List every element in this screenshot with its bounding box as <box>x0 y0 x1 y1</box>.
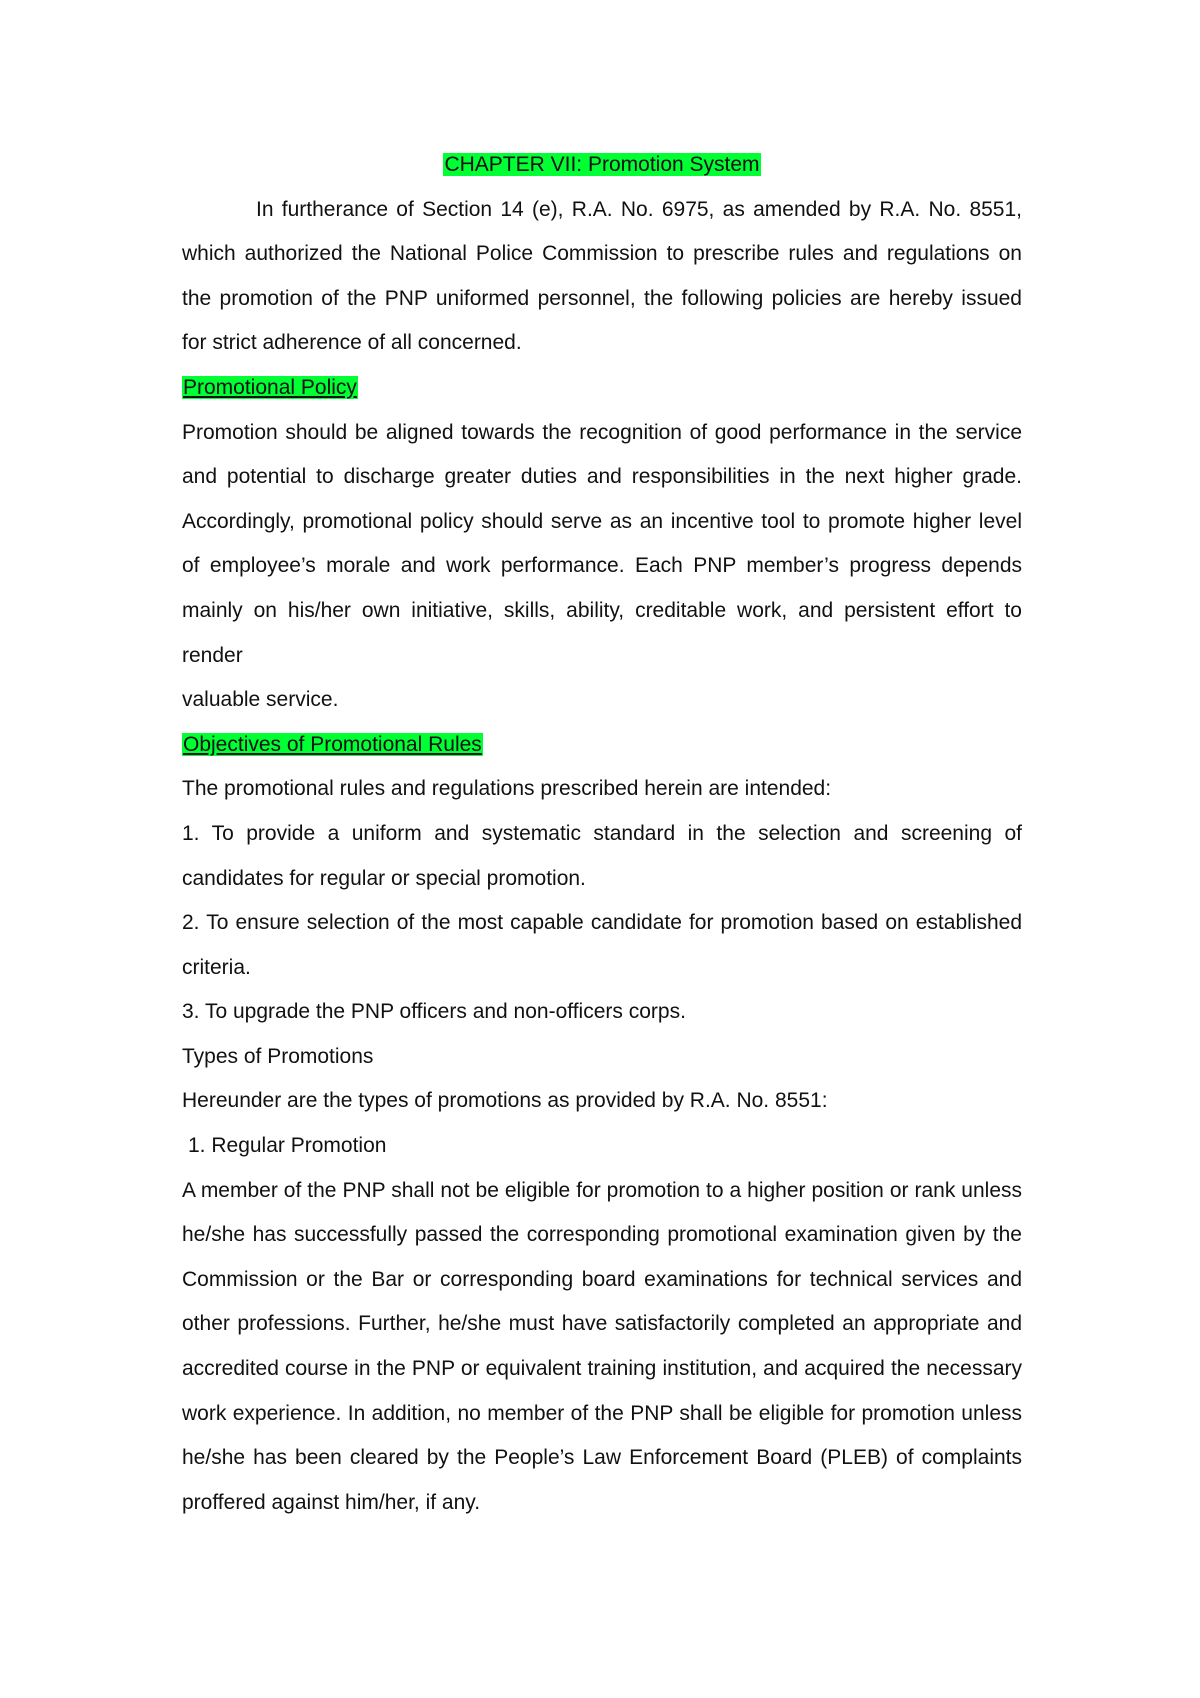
intro-paragraph: In furtherance of Section 14 (e), R.A. No. 6975, as amended by R.A. No. 8551, which authorized the National Police Commission to prescribe rules and regulations on the promotion of the PNP uniformed personnel, the following policies are hereby issued for strict adherence of all concerned. <box>182 197 1022 355</box>
chapter-title: CHAPTER VII: Promotion System <box>444 153 760 176</box>
promotional-policy-body-tail: valuable service. <box>182 688 339 712</box>
objectives-heading-line <box>182 723 1022 768</box>
objectives-lead: The promotional rules and regulations prescribed herein are intended: <box>182 777 832 801</box>
chapter-title-line <box>182 143 1022 188</box>
types-heading: Types of Promotions <box>182 1044 374 1068</box>
promotional-policy-body: Promotion should be aligned towards the recognition of good performance in the service and potential to discharge greater duties and responsibilities in the next higher grade. Accordingly, promotional policy should serve as an incentive tool to promote higher level of employee’s morale and work performance. Each PNP member’s progress depends mainly on his/her own initiative, skills, ability, creditable work, and persistent effort to render <box>182 420 1022 667</box>
objective-item-3: 3. To upgrade the PNP officers and non-officers corps. <box>182 1000 686 1024</box>
objective-item-2: 2. To ensure selection of the most capable candidate for promotion based on established criteria. <box>182 911 1022 979</box>
regular-promotion-body: A member of the PNP shall not be eligible for promotion to a higher position or rank unless he/she has successfully passed the corresponding promotional examination given by the Commission or the Bar or corresponding board examinations for technical services and other professions. Further, he/she must have satisfactorily completed an appropriate and accredited course in the PNP or equivalent training institution, and acquired the necessary work experience. In addition, no member of the PNP shall be eligible for promotion unless he/she has been cleared by the People’s Law Enforcement Board (PLEB) of complaints proffered against him/her, if any. <box>182 1178 1022 1514</box>
objectives-heading: Objectives of Promotional Rules <box>183 732 482 756</box>
document-body <box>182 143 1022 1525</box>
regular-promotion-heading: 1. Regular Promotion <box>188 1134 387 1158</box>
types-lead: Hereunder are the types of promotions as provided by R.A. No. 8551: <box>182 1089 828 1113</box>
promotional-policy-heading-line <box>182 366 1022 411</box>
promotional-policy-heading: Promotional Policy <box>183 375 357 399</box>
objective-item-1: 1. To provide a uniform and systematic standard in the selection and screening of candidates for regular or special promotion. <box>182 821 1022 890</box>
